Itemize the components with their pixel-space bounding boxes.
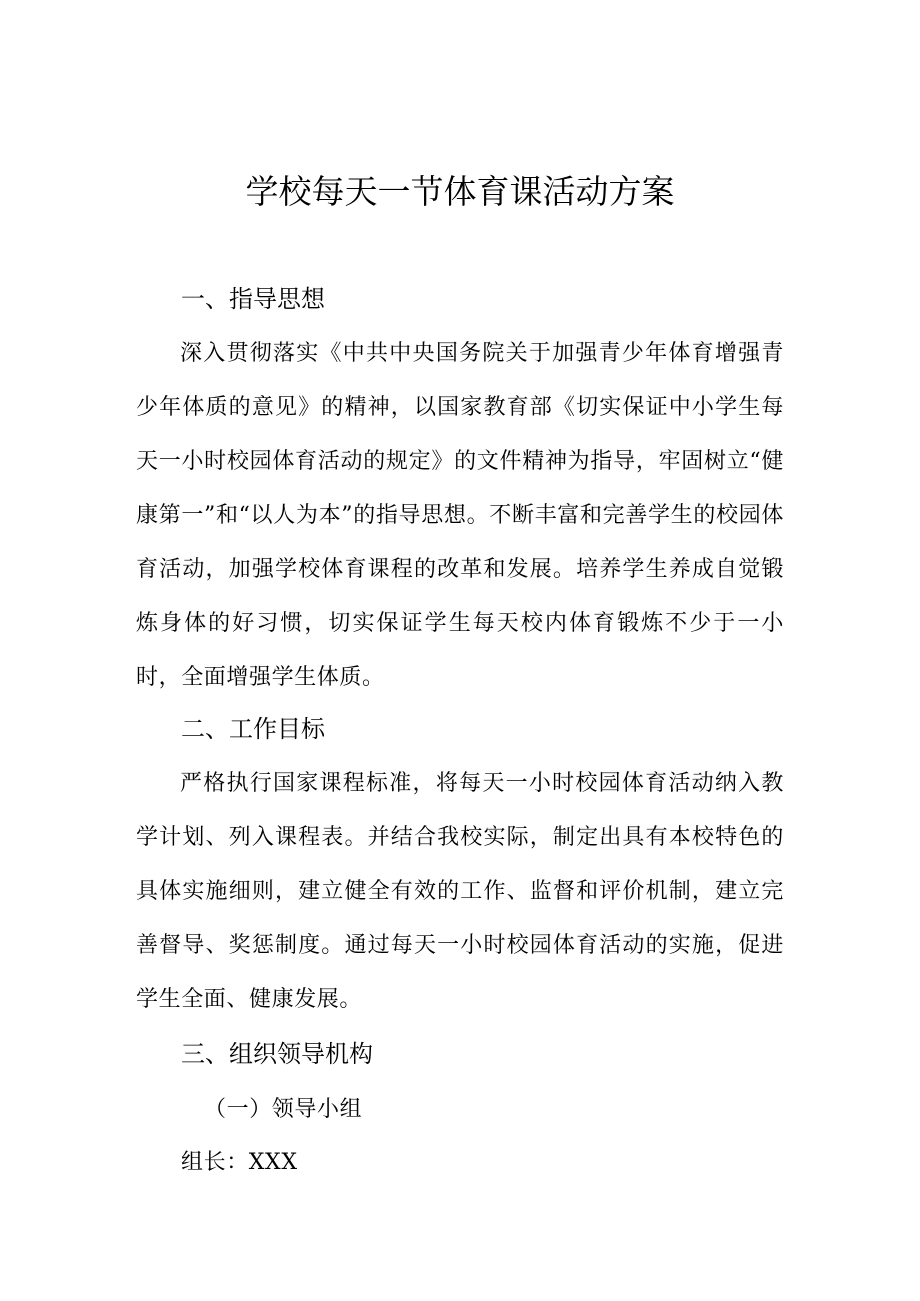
leader-line: 组长：XXX <box>181 1150 298 1175</box>
section-heading-work-goals: 二、工作目标 <box>181 715 325 743</box>
document-title: 学校每天一节体育课活动方案 <box>245 172 675 211</box>
subsection-heading-leadership-group: （一）领导小组 <box>204 1097 363 1122</box>
section-heading-organization: 三、组织领导机构 <box>181 1040 373 1068</box>
section-heading-guiding-ideology: 一、指导思想 <box>181 285 325 313</box>
section-paragraph-guiding-ideology: 深入贯彻落实《中共中央国务院关于加强青少年体育增强青少年体质的意见》的精神，以国家教育部《切实保证中小学生每天一小时校园体育活动的规定》的文件精神为指导，牢固树立“健康第一”和“以人为本”的指导思想。不断丰富和完善学生的校园体育活动，加强学校体育课程的改革和发展。培养学生养成自觉锻炼身体的好习惯，切实保证学生每天校内体育锻炼不少于一小时，全面增强学生体质。 <box>136 341 784 690</box>
section-paragraph-work-goals: 严格执行国家课程标准，将每天一小时校园体育活动纳入教学计划、列入课程表。并结合我校实际，制定出具有本校特色的具体实施细则，建立健全有效的工作、监督和评价机制，建立完善督导、奖惩制度。通过每天一小时校园体育活动的实施，促进学生全面、健康发展。 <box>136 771 784 1012</box>
